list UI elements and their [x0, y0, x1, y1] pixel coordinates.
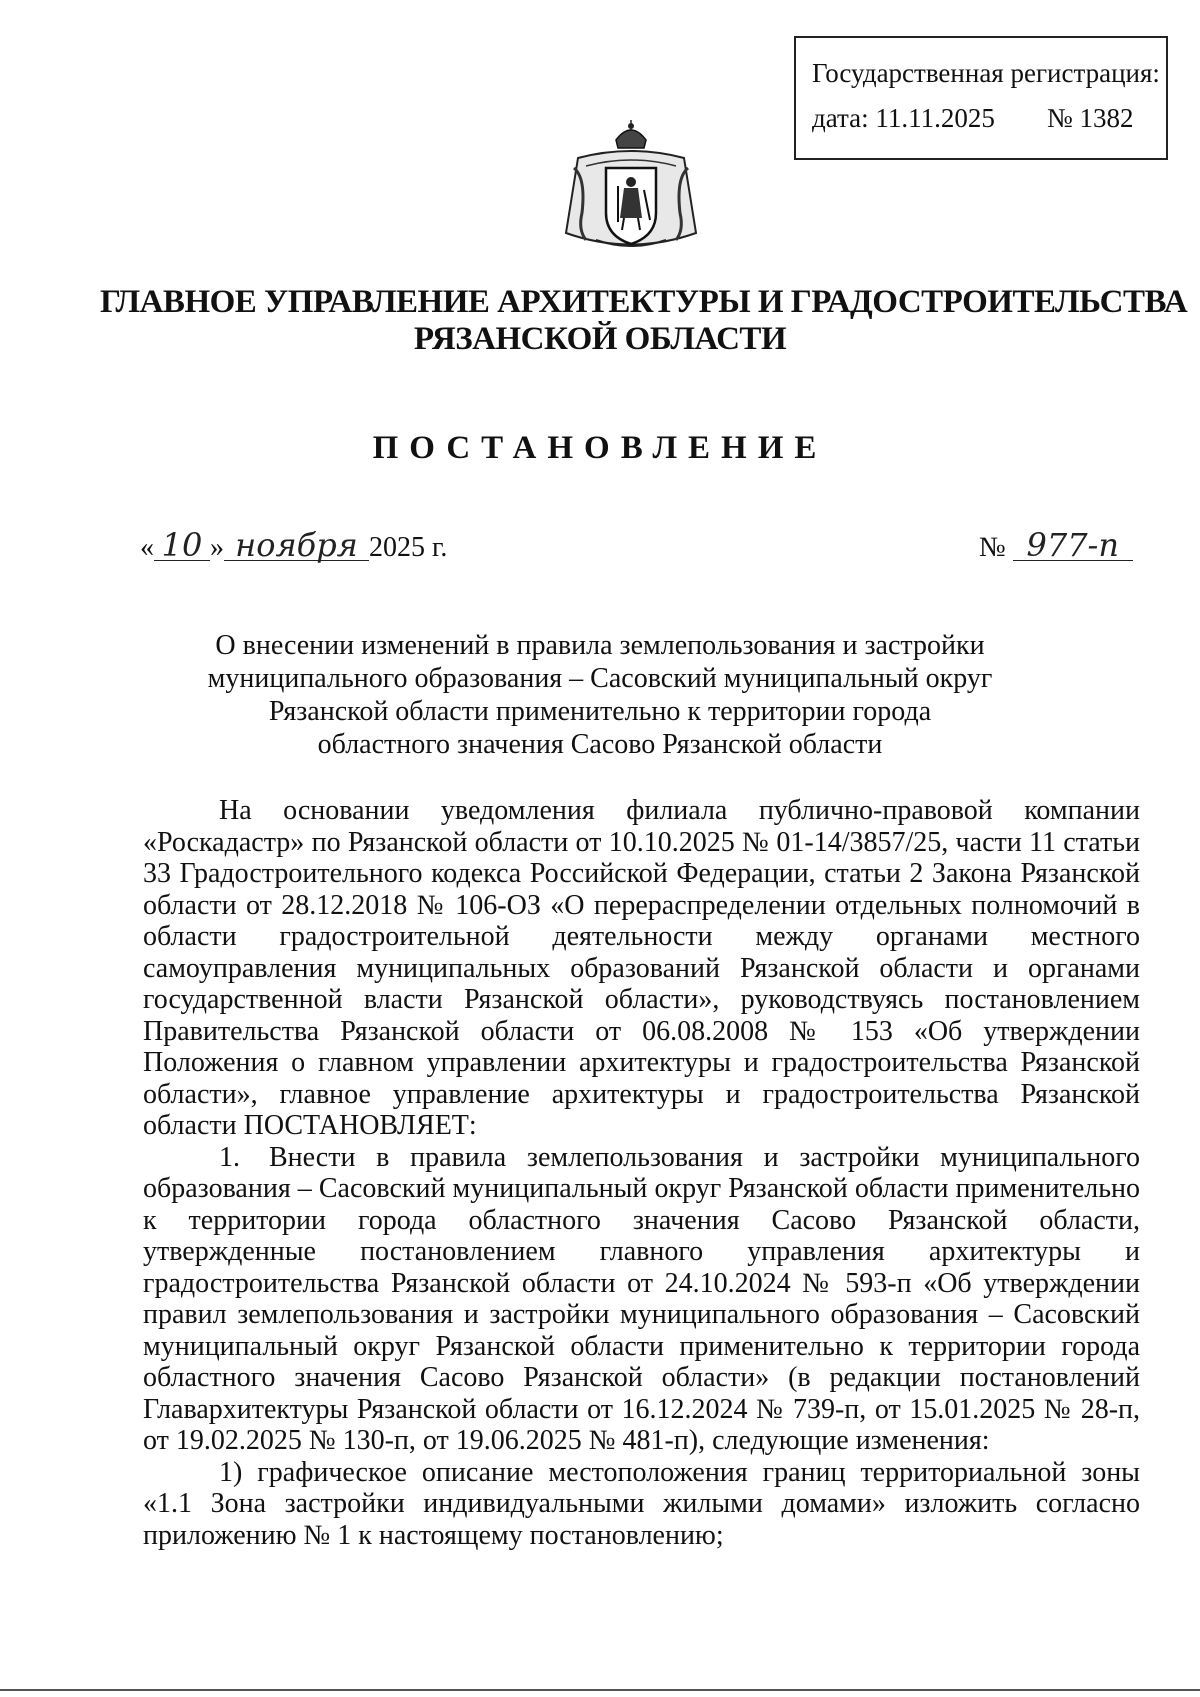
registration-date: дата: 11.11.2025	[812, 103, 995, 133]
subject-line: О внесении изменений в правила землепользования и застройки	[215, 630, 985, 661]
scan-edge-divider	[0, 1689, 1200, 1691]
handwritten-month: ноября	[224, 530, 369, 561]
document-body	[143, 795, 1140, 1551]
subject-line: областного значения Сасово Рязанской области	[317, 729, 883, 760]
handwritten-day: 10	[154, 530, 210, 561]
item-1-number: 1.	[219, 1141, 240, 1173]
document-subject	[100, 629, 1100, 761]
preamble-paragraph: На основании уведомления филиала публично-правовой компании «Роскадастр» по Рязанской области от 10.10.2025 № 01-14/3857/25, части 11 статьи 33 Градостроительного кодекса Российской Федерации, статьи 2 Закона Рязанской области от 28.12.2018 № 106-ОЗ «О перераспределении отдельных полномочий в области градостроительной деятельности между органами местного самоуправления муниципальных образований Рязанской области и органами государственной власти Рязанской области», руководствуясь постановлением Правительства Рязанской области от 06.08.2008 № 153 «Об утверждении Положения о главном управлении архитектуры и градостроительства Рязанской области», главное управление архитектуры и градостроительства Рязанской области ПОСТАНОВЛЯЕТ:	[143, 795, 1140, 1141]
document-number	[979, 526, 1133, 564]
document-type-title: ПОСТАНОВЛЕНИЕ	[372, 430, 828, 466]
item-1-paragraph	[143, 1142, 1140, 1457]
handwritten-number: 977-п	[1013, 530, 1133, 561]
date-open-quote: «	[140, 532, 154, 563]
organization-name-line-1: ГЛАВНОЕ УПРАВЛЕНИЕ АРХИТЕКТУРЫ И ГРАДОСТРОИТЕЛЬСТВА	[100, 284, 1188, 320]
subject-line: Рязанской области применительно к территории города	[268, 696, 932, 727]
organization-name-line-2: РЯЗАНСКОЙ ОБЛАСТИ	[413, 321, 787, 357]
registration-stamp-box	[794, 36, 1168, 160]
date-close-quote: »	[210, 532, 224, 563]
subject-line: муниципального образования – Сасовский муниципальный округ	[207, 663, 993, 694]
subitem-1-paragraph: 1) графическое описание местоположения границ территориальной зоны «1.1 Зона застройки индивидуальными жилыми домами» изложить согласно приложению № 1 к настоящему постановлению;	[143, 1456, 1140, 1551]
registration-number: № 1382	[1047, 103, 1134, 133]
registration-title: Государственная регистрация:	[812, 58, 1160, 88]
document-date	[140, 526, 448, 564]
number-prefix: №	[979, 532, 1006, 563]
item-1-text: Внести в правила землепользования и застройки муниципального образования – Сасовский муниципальный округ Рязанской области применительно к территории города областного значения Сасово Рязанской области, утвержденные постановлением главного управления архитектуры и градостроительства Рязанской области от 24.10.2024 № 593-п «Об утверждении правил землепользования и застройки муниципального образования – Сасовский муниципальный округ Рязанской области применительно к территории города областного значения Сасово Рязанской области» (в редакции постановлений Главархитектуры Рязанской области от 16.12.2024 № 739-п, от 15.01.2025 № 28-п, от 19.02.2025 № 130-п, от 19.06.2025 № 481-п), следующие изменения:	[143, 1141, 1140, 1456]
date-year: 2025 г.	[369, 532, 448, 563]
ryazan-coat-of-arms-icon	[556, 118, 706, 260]
